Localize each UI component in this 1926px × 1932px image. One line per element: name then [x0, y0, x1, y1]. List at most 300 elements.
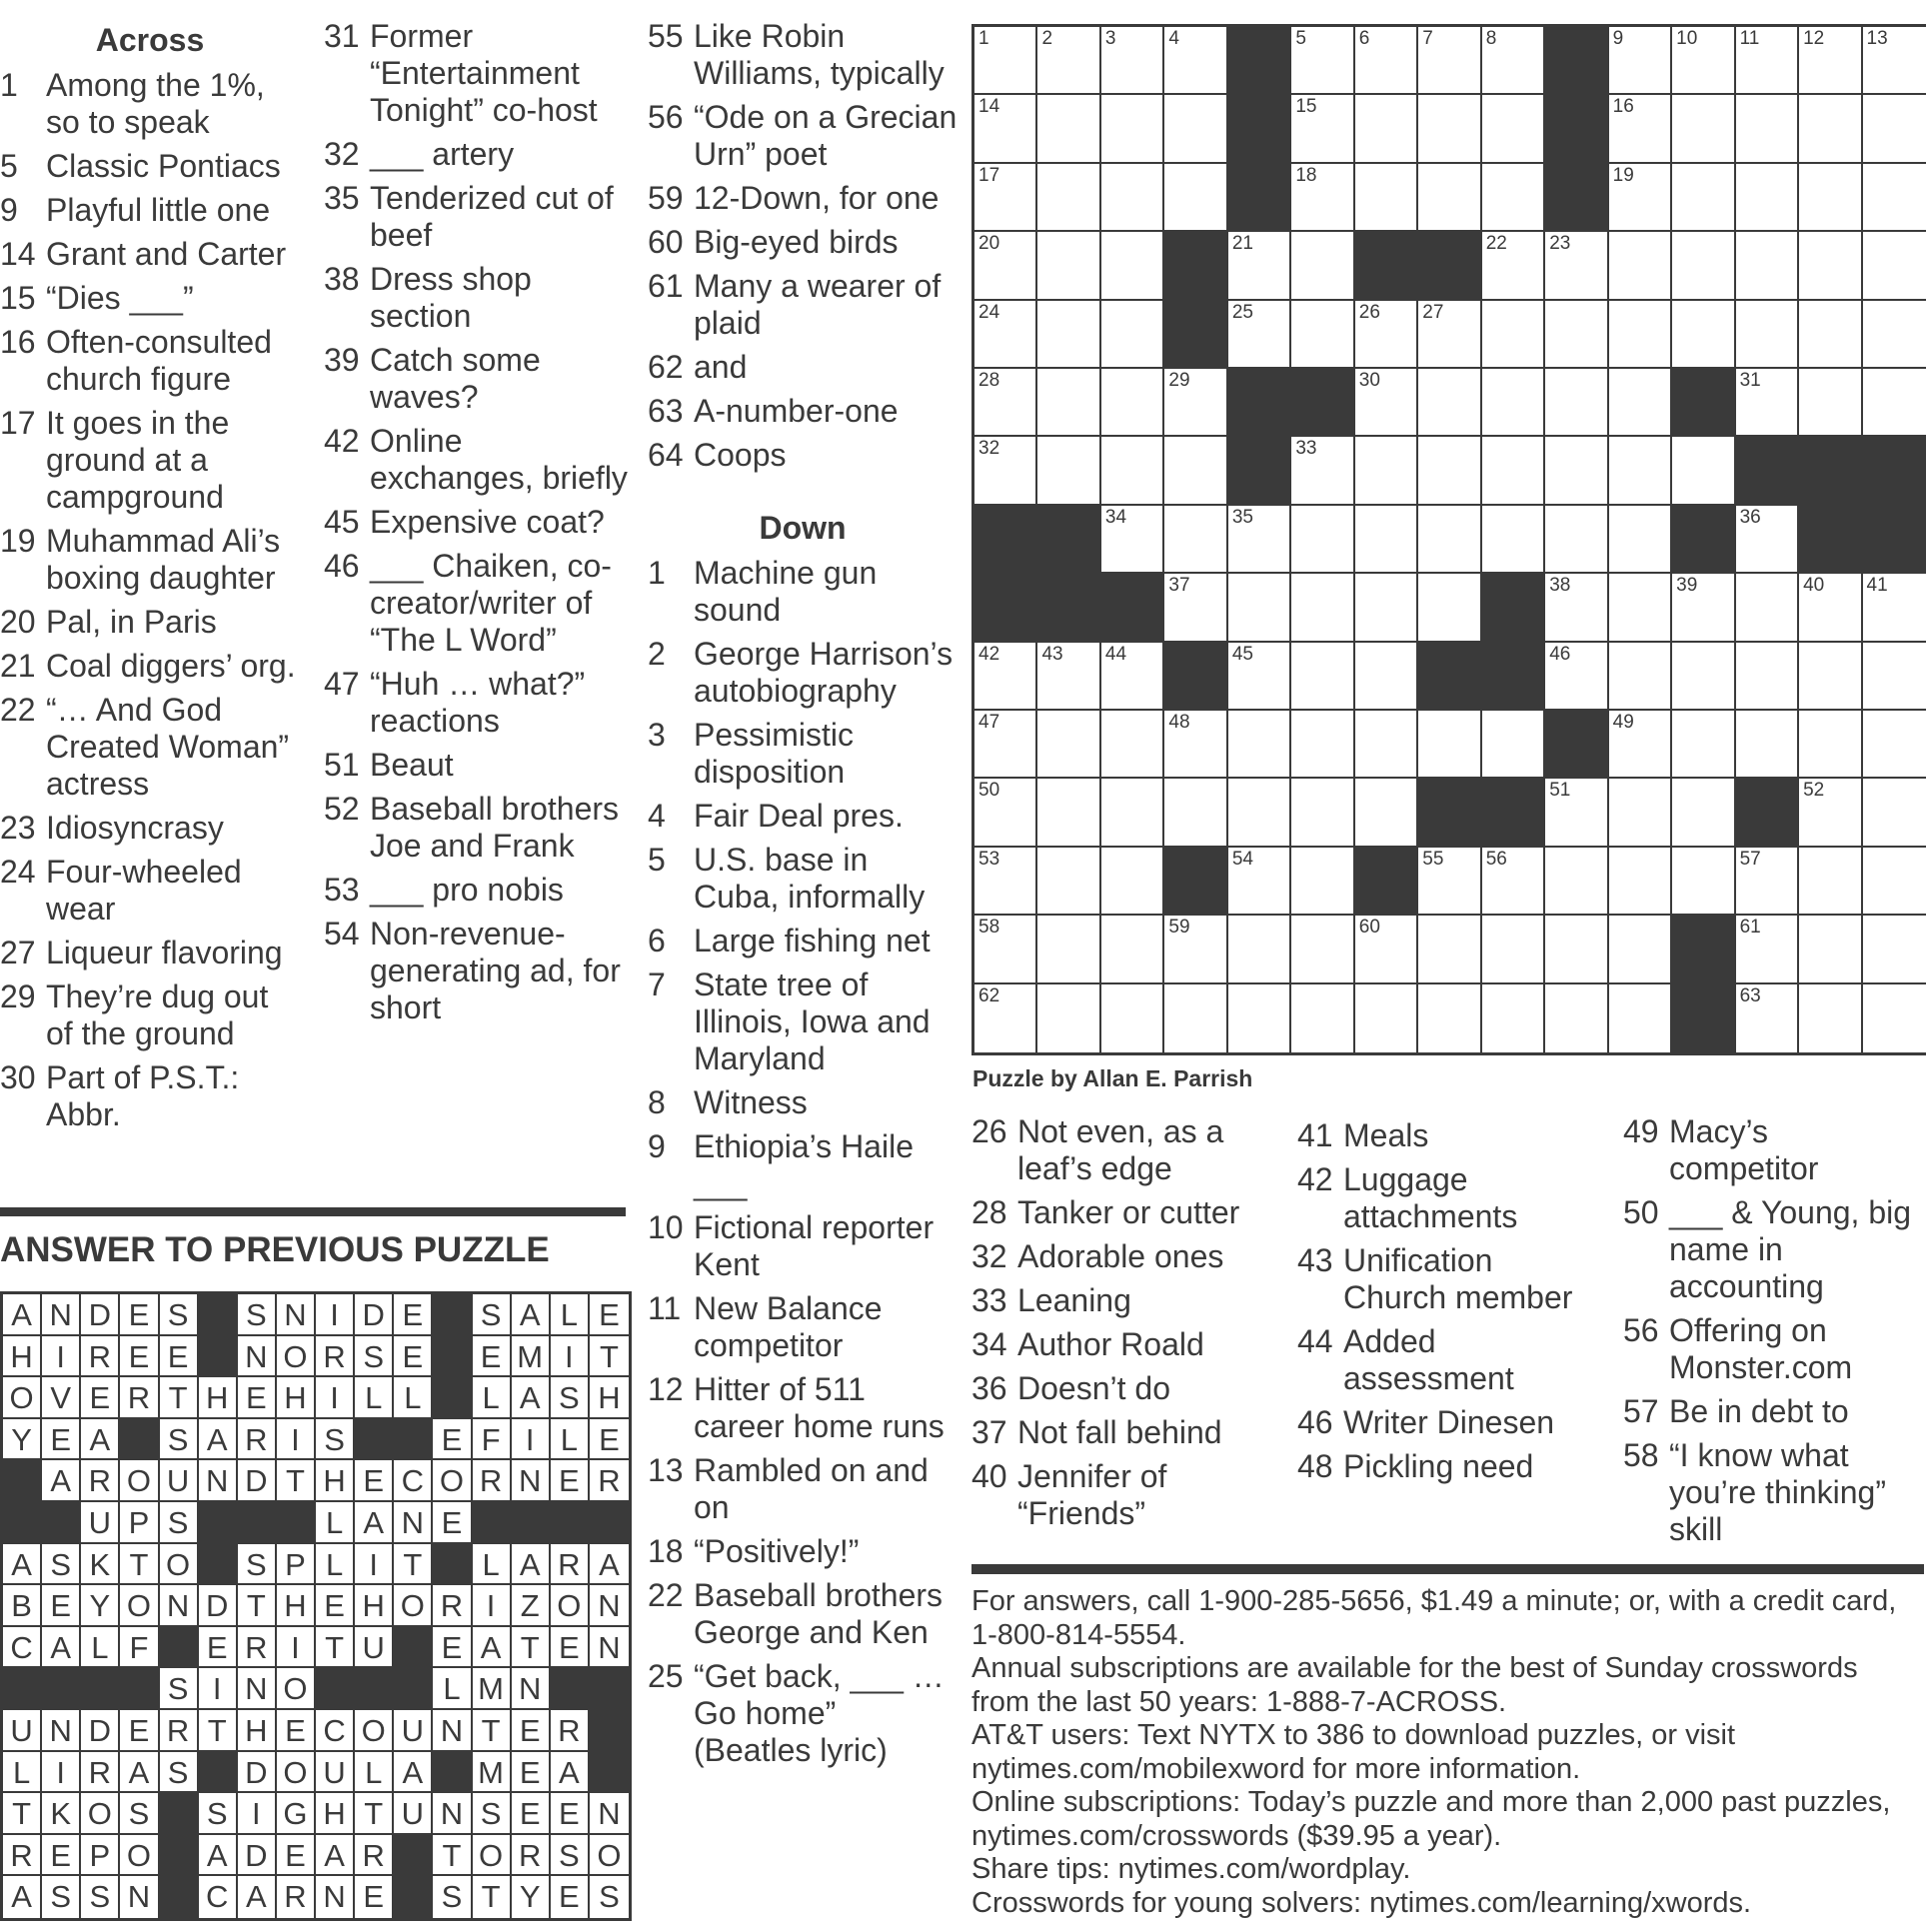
grid-cell[interactable]: [1037, 984, 1100, 1052]
previous-answer-title: ANSWER TO PREVIOUS PUZZLE: [0, 1230, 550, 1269]
answer-letter: I: [473, 1585, 512, 1627]
grid-cell[interactable]: [1228, 506, 1291, 574]
grid-cell[interactable]: [1164, 95, 1227, 163]
grid-cell[interactable]: [1482, 916, 1545, 983]
grid-cell[interactable]: [1672, 27, 1735, 95]
grid-cell[interactable]: [1672, 164, 1735, 232]
grid-block: [1228, 95, 1291, 163]
answer-letter: P: [120, 1502, 159, 1544]
down-clue: [648, 636, 958, 710]
grid-cell[interactable]: [1482, 984, 1545, 1052]
grid-cell[interactable]: [1672, 437, 1735, 505]
grid-cell[interactable]: [1101, 711, 1164, 779]
previous-answer-grid: [0, 1291, 632, 1921]
grid-cell[interactable]: [1164, 711, 1227, 779]
grid-cell[interactable]: [1228, 574, 1291, 642]
grid-block: [1482, 779, 1545, 847]
clue-number: 58: [1623, 1437, 1659, 1473]
clue-number: 2: [648, 636, 666, 672]
answer-letter: A: [81, 1419, 120, 1461]
grid-cell[interactable]: [1101, 301, 1164, 369]
grid-cell[interactable]: [1037, 916, 1100, 983]
grid-cell[interactable]: [974, 916, 1037, 983]
answer-letter: R: [473, 1460, 512, 1502]
grid-cell[interactable]: [1037, 779, 1100, 847]
grid-cell[interactable]: [1164, 164, 1227, 232]
cell-number: 55: [1422, 848, 1444, 870]
grid-cell[interactable]: [1037, 27, 1100, 95]
clue-text: Classic Pontiacs: [46, 148, 281, 184]
grid-block: [1228, 369, 1291, 437]
grid-cell[interactable]: [974, 95, 1037, 163]
grid-cell[interactable]: [1736, 643, 1799, 711]
grid-cell[interactable]: [1037, 95, 1100, 163]
clue-text: Muhammad Ali’s boxing daughter: [46, 523, 281, 596]
clue-text: Macy’s competitor: [1669, 1113, 1819, 1186]
grid-cell[interactable]: [1228, 779, 1291, 847]
grid-cell[interactable]: [1799, 643, 1862, 711]
grid-cell[interactable]: [1736, 27, 1799, 95]
clue-number: 34: [971, 1326, 1007, 1362]
grid-cell[interactable]: [1799, 301, 1862, 369]
across-column-2: [324, 18, 629, 1033]
clue-number: 9: [0, 192, 18, 228]
grid-cell[interactable]: [1228, 643, 1291, 711]
grid-cell[interactable]: [1482, 164, 1545, 232]
clue-number: 46: [324, 548, 360, 584]
clue-number: 18: [648, 1533, 684, 1569]
answer-block: [355, 1419, 394, 1461]
grid-cell[interactable]: [1164, 506, 1227, 574]
grid-cell[interactable]: [1418, 848, 1481, 916]
answer-letter: L: [355, 1377, 394, 1419]
grid-cell[interactable]: [1736, 711, 1799, 779]
grid-cell[interactable]: [1736, 574, 1799, 642]
grid-cell[interactable]: [1609, 232, 1672, 300]
answer-letter: E: [590, 1419, 629, 1461]
grid-cell[interactable]: [1609, 437, 1672, 505]
grid-cell[interactable]: [1037, 711, 1100, 779]
grid-cell[interactable]: [974, 848, 1037, 916]
across-clue: [0, 192, 300, 229]
answer-letter: R: [81, 1752, 120, 1794]
grid-cell[interactable]: [1228, 711, 1291, 779]
grid-cell[interactable]: [1545, 574, 1608, 642]
answer-letter: S: [473, 1793, 512, 1835]
clue-number: 1: [0, 67, 18, 103]
answer-letter: N: [238, 1668, 277, 1710]
grid-cell[interactable]: [1291, 574, 1354, 642]
across-heading: Across: [95, 22, 205, 58]
grid-cell[interactable]: [1799, 984, 1862, 1052]
grid-cell[interactable]: [1164, 916, 1227, 983]
answer-letter: E: [277, 1710, 316, 1752]
grid-cell[interactable]: [1672, 711, 1735, 779]
grid-cell[interactable]: [1545, 779, 1608, 847]
grid-block: [1482, 643, 1545, 711]
down-clue: [1623, 1194, 1923, 1305]
down-clue-list-3: [1297, 1117, 1597, 1485]
grid-cell[interactable]: [1799, 848, 1862, 916]
grid-cell[interactable]: [1672, 779, 1735, 847]
grid-cell[interactable]: [1609, 711, 1672, 779]
grid-cell[interactable]: [1482, 369, 1545, 437]
answer-letter: U: [160, 1460, 199, 1502]
grid-cell[interactable]: [974, 232, 1037, 300]
grid-cell[interactable]: [1418, 301, 1481, 369]
grid-cell[interactable]: [1799, 369, 1862, 437]
grid-cell[interactable]: [1545, 232, 1608, 300]
grid-cell[interactable]: [1863, 574, 1926, 642]
grid-cell[interactable]: [1736, 984, 1799, 1052]
grid-cell[interactable]: [1037, 437, 1100, 505]
answer-letter: A: [394, 1752, 433, 1794]
grid-cell[interactable]: [1609, 916, 1672, 983]
grid-cell[interactable]: [1037, 369, 1100, 437]
grid-cell[interactable]: [974, 301, 1037, 369]
note-line: Annual subscriptions are available for the best of Sunday crosswords from the last 50 years: 1-888-7-ACROSS.: [971, 1652, 1858, 1718]
clue-text: Non-revenue-generating ad, for short: [370, 916, 621, 1025]
grid-cell[interactable]: [974, 779, 1037, 847]
grid-cell[interactable]: [1418, 27, 1481, 95]
answer-block: [316, 1668, 355, 1710]
answer-letter: A: [3, 1294, 42, 1336]
clue-number: 32: [971, 1238, 1007, 1274]
grid-cell[interactable]: [1355, 984, 1418, 1052]
answer-letter: M: [473, 1668, 512, 1710]
grid-cell[interactable]: [1291, 301, 1354, 369]
answer-letter: I: [512, 1419, 551, 1461]
grid-cell[interactable]: [1482, 711, 1545, 779]
grid-cell[interactable]: [1863, 643, 1926, 711]
grid-cell[interactable]: [1672, 574, 1735, 642]
answer-letter: O: [120, 1835, 159, 1877]
grid-cell[interactable]: [1863, 232, 1926, 300]
answer-letter: P: [81, 1835, 120, 1877]
grid-cell[interactable]: [1545, 643, 1608, 711]
down-clue: [1623, 1312, 1923, 1386]
grid-cell[interactable]: [1418, 916, 1481, 983]
grid-cell[interactable]: [1355, 711, 1418, 779]
down-clue: [648, 1577, 958, 1651]
grid-cell[interactable]: [1037, 301, 1100, 369]
across-clue: [324, 872, 629, 909]
grid-cell[interactable]: [1355, 437, 1418, 505]
grid-cell[interactable]: [974, 984, 1037, 1052]
grid-cell[interactable]: [1545, 984, 1608, 1052]
grid-cell[interactable]: [1545, 506, 1608, 574]
clue-number: 43: [1297, 1242, 1333, 1278]
grid-cell[interactable]: [1863, 27, 1926, 95]
grid-cell[interactable]: [1863, 164, 1926, 232]
answer-letter: A: [355, 1502, 394, 1544]
grid-cell[interactable]: [1672, 643, 1735, 711]
grid-cell[interactable]: [1101, 848, 1164, 916]
divider-rule: [0, 1207, 626, 1216]
clue-number: 52: [324, 791, 360, 827]
grid-cell[interactable]: [1228, 232, 1291, 300]
grid-cell[interactable]: [1164, 779, 1227, 847]
answer-block: [199, 1294, 238, 1336]
down-clue-list-1: [648, 555, 958, 1769]
grid-cell[interactable]: [1545, 437, 1608, 505]
clue-text: Author Roald: [1017, 1326, 1204, 1362]
answer-letter: O: [277, 1336, 316, 1378]
down-clue: [648, 1128, 958, 1202]
down-clue: [648, 1209, 958, 1283]
grid-cell[interactable]: [1355, 27, 1418, 95]
grid-cell[interactable]: [1609, 848, 1672, 916]
grid-cell[interactable]: [1101, 95, 1164, 163]
grid-cell[interactable]: [1799, 232, 1862, 300]
grid-cell[interactable]: [974, 437, 1037, 505]
grid-cell[interactable]: [1482, 437, 1545, 505]
grid-cell[interactable]: [1291, 95, 1354, 163]
grid-cell[interactable]: [1228, 916, 1291, 983]
cell-number: 13: [1866, 28, 1888, 49]
grid-cell[interactable]: [1101, 916, 1164, 983]
grid-cell[interactable]: [1164, 574, 1227, 642]
grid-cell[interactable]: [1228, 848, 1291, 916]
grid-block: [1736, 779, 1799, 847]
grid-cell[interactable]: [1736, 916, 1799, 983]
grid-cell[interactable]: [1355, 301, 1418, 369]
answer-letter: H: [238, 1710, 277, 1752]
clue-number: 38: [324, 261, 360, 297]
grid-block: [1228, 27, 1291, 95]
answer-letter: S: [160, 1668, 199, 1710]
grid-cell[interactable]: [1545, 916, 1608, 983]
cell-number: 62: [978, 984, 1000, 1006]
grid-cell[interactable]: [1863, 301, 1926, 369]
answer-block: [160, 1627, 199, 1669]
grid-cell[interactable]: [1863, 95, 1926, 163]
grid-cell[interactable]: [1037, 164, 1100, 232]
clue-text: Doesn’t do: [1017, 1370, 1170, 1406]
grid-cell[interactable]: [1545, 301, 1608, 369]
grid-cell[interactable]: [1355, 95, 1418, 163]
grid-cell[interactable]: [1228, 301, 1291, 369]
grid-cell[interactable]: [1355, 916, 1418, 983]
grid-cell[interactable]: [1164, 437, 1227, 505]
answer-letter: T: [473, 1710, 512, 1752]
grid-cell[interactable]: [1672, 232, 1735, 300]
grid-cell[interactable]: [974, 164, 1037, 232]
grid-cell[interactable]: [1799, 574, 1862, 642]
clue-text: Beaut: [370, 747, 454, 783]
grid-cell[interactable]: [1355, 369, 1418, 437]
clue-number: 28: [971, 1194, 1007, 1230]
grid-block: [1545, 164, 1608, 232]
answer-letter: E: [355, 1876, 394, 1918]
grid-cell[interactable]: [1418, 95, 1481, 163]
answer-letter: T: [160, 1377, 199, 1419]
grid-cell[interactable]: [1037, 848, 1100, 916]
grid-cell[interactable]: [1291, 232, 1354, 300]
clue-number: 15: [0, 280, 36, 316]
answer-letter: T: [473, 1876, 512, 1918]
grid-cell[interactable]: [1164, 984, 1227, 1052]
grid-cell[interactable]: [1291, 506, 1354, 574]
grid-cell[interactable]: [1799, 779, 1862, 847]
grid-cell[interactable]: [1291, 848, 1354, 916]
answer-letter: H: [3, 1336, 42, 1378]
answer-letter: T: [590, 1336, 629, 1378]
grid-cell[interactable]: [1545, 848, 1608, 916]
grid-cell[interactable]: [1736, 301, 1799, 369]
grid-cell[interactable]: [1164, 369, 1227, 437]
grid-cell[interactable]: [1609, 643, 1672, 711]
grid-cell[interactable]: [974, 369, 1037, 437]
clue-text: Ethiopia’s Haile ___: [694, 1128, 914, 1201]
grid-cell[interactable]: [1609, 27, 1672, 95]
cell-number: 33: [1295, 438, 1317, 460]
grid-cell[interactable]: [1355, 779, 1418, 847]
grid-cell[interactable]: [1609, 984, 1672, 1052]
answer-letter: S: [160, 1294, 199, 1336]
grid-cell[interactable]: [1482, 95, 1545, 163]
grid-cell[interactable]: [1736, 369, 1799, 437]
grid-cell[interactable]: [1101, 437, 1164, 505]
grid-cell[interactable]: [1545, 369, 1608, 437]
grid-cell[interactable]: [1101, 643, 1164, 711]
grid-cell[interactable]: [1736, 232, 1799, 300]
answer-letter: S: [599, 1879, 620, 1915]
clue-text: Expensive coat?: [370, 504, 605, 540]
grid-cell[interactable]: [1291, 437, 1354, 505]
grid-cell[interactable]: [1418, 711, 1481, 779]
grid-cell[interactable]: [1291, 643, 1354, 711]
clue-text: U.S. base in Cuba, informally: [694, 842, 926, 915]
grid-cell[interactable]: [1672, 301, 1735, 369]
grid-cell[interactable]: [1799, 711, 1862, 779]
answer-block: [433, 1752, 472, 1794]
grid-cell[interactable]: [1736, 164, 1799, 232]
grid-cell[interactable]: [1863, 711, 1926, 779]
answer-block: [355, 1668, 394, 1710]
grid-cell[interactable]: [1736, 95, 1799, 163]
answer-letter: U: [316, 1752, 355, 1794]
grid-cell[interactable]: [1037, 643, 1100, 711]
grid-cell[interactable]: [1418, 984, 1481, 1052]
note-line: AT&T users: Text NYTX to 386 to download puzzles, or visit nytimes.com/mobilexword for more information.: [971, 1719, 1736, 1785]
grid-cell[interactable]: [1482, 232, 1545, 300]
grid-cell[interactable]: [1736, 848, 1799, 916]
grid-cell[interactable]: [1609, 779, 1672, 847]
grid-cell[interactable]: [974, 643, 1037, 711]
grid-cell[interactable]: [1291, 984, 1354, 1052]
grid-cell[interactable]: [1101, 984, 1164, 1052]
cell-number: 9: [1612, 28, 1624, 49]
grid-cell[interactable]: [1291, 711, 1354, 779]
clue-number: 45: [324, 504, 360, 540]
grid-cell[interactable]: [1101, 779, 1164, 847]
grid-cell[interactable]: [1482, 301, 1545, 369]
cell-number: 20: [978, 233, 1000, 255]
cell-number: 53: [978, 848, 1000, 870]
grid-cell[interactable]: [1609, 95, 1672, 163]
grid-cell[interactable]: [1355, 574, 1418, 642]
answer-letter: E: [199, 1627, 238, 1669]
grid-cell[interactable]: [974, 711, 1037, 779]
grid-cell[interactable]: [1609, 574, 1672, 642]
grid-cell[interactable]: [1101, 164, 1164, 232]
across-clue: [648, 224, 958, 261]
grid-cell[interactable]: [1482, 27, 1545, 95]
grid-cell[interactable]: [1101, 27, 1164, 95]
grid-cell[interactable]: [1863, 984, 1926, 1052]
grid-cell[interactable]: [1355, 643, 1418, 711]
clue-number: 50: [1623, 1194, 1659, 1230]
answer-letter: V: [42, 1377, 81, 1419]
grid-cell[interactable]: [1228, 984, 1291, 1052]
grid-cell[interactable]: [1418, 164, 1481, 232]
down-clue: [1623, 1113, 1923, 1187]
clue-number: 63: [648, 393, 684, 429]
grid-cell[interactable]: [1101, 232, 1164, 300]
grid-cell[interactable]: [1609, 301, 1672, 369]
grid-cell[interactable]: [1672, 848, 1735, 916]
cell-number: 14: [978, 96, 1000, 118]
grid-cell[interactable]: [1609, 369, 1672, 437]
cell-number: 39: [1676, 575, 1698, 597]
grid-cell[interactable]: [1291, 27, 1354, 95]
grid-cell[interactable]: [1736, 506, 1799, 574]
answer-letter: O: [277, 1752, 316, 1794]
answer-letter: T: [316, 1627, 355, 1669]
grid-cell[interactable]: [1863, 848, 1926, 916]
answer-block: [199, 1336, 238, 1378]
answer-letter: A: [3, 1544, 42, 1586]
grid-cell[interactable]: [1482, 506, 1545, 574]
grid-cell[interactable]: [1609, 164, 1672, 232]
grid-cell[interactable]: [1101, 369, 1164, 437]
grid-cell[interactable]: [1291, 916, 1354, 983]
grid-cell[interactable]: [1291, 164, 1354, 232]
grid-cell[interactable]: [1037, 232, 1100, 300]
grid-cell[interactable]: [1863, 916, 1926, 983]
grid-cell[interactable]: [1101, 506, 1164, 574]
grid-cell[interactable]: [1355, 164, 1418, 232]
grid-cell[interactable]: [1418, 506, 1481, 574]
grid-cell[interactable]: [974, 27, 1037, 95]
cell-number: 46: [1549, 643, 1571, 665]
grid-cell[interactable]: [1799, 164, 1862, 232]
grid-cell[interactable]: [1418, 574, 1481, 642]
answer-letter: N: [590, 1793, 629, 1835]
answer-letter: L: [394, 1377, 433, 1419]
grid-cell[interactable]: [1355, 506, 1418, 574]
grid-cell[interactable]: [1291, 779, 1354, 847]
grid-cell[interactable]: [1482, 848, 1545, 916]
answer-block: [394, 1668, 433, 1710]
grid-cell[interactable]: [1609, 506, 1672, 574]
grid-cell[interactable]: [1164, 27, 1227, 95]
grid-cell[interactable]: [1418, 437, 1481, 505]
grid-cell[interactable]: [1799, 27, 1862, 95]
grid-cell[interactable]: [1672, 95, 1735, 163]
grid-cell[interactable]: [1418, 369, 1481, 437]
grid-cell[interactable]: [1863, 779, 1926, 847]
grid-cell[interactable]: [1799, 916, 1862, 983]
clue-number: 33: [971, 1282, 1007, 1318]
grid-cell[interactable]: [1799, 95, 1862, 163]
clue-text: Unification Church member: [1343, 1242, 1573, 1315]
cell-number: 58: [978, 917, 1000, 939]
answer-letter: N: [590, 1627, 629, 1669]
clue-number: 35: [324, 180, 360, 216]
grid-cell[interactable]: [1863, 369, 1926, 437]
